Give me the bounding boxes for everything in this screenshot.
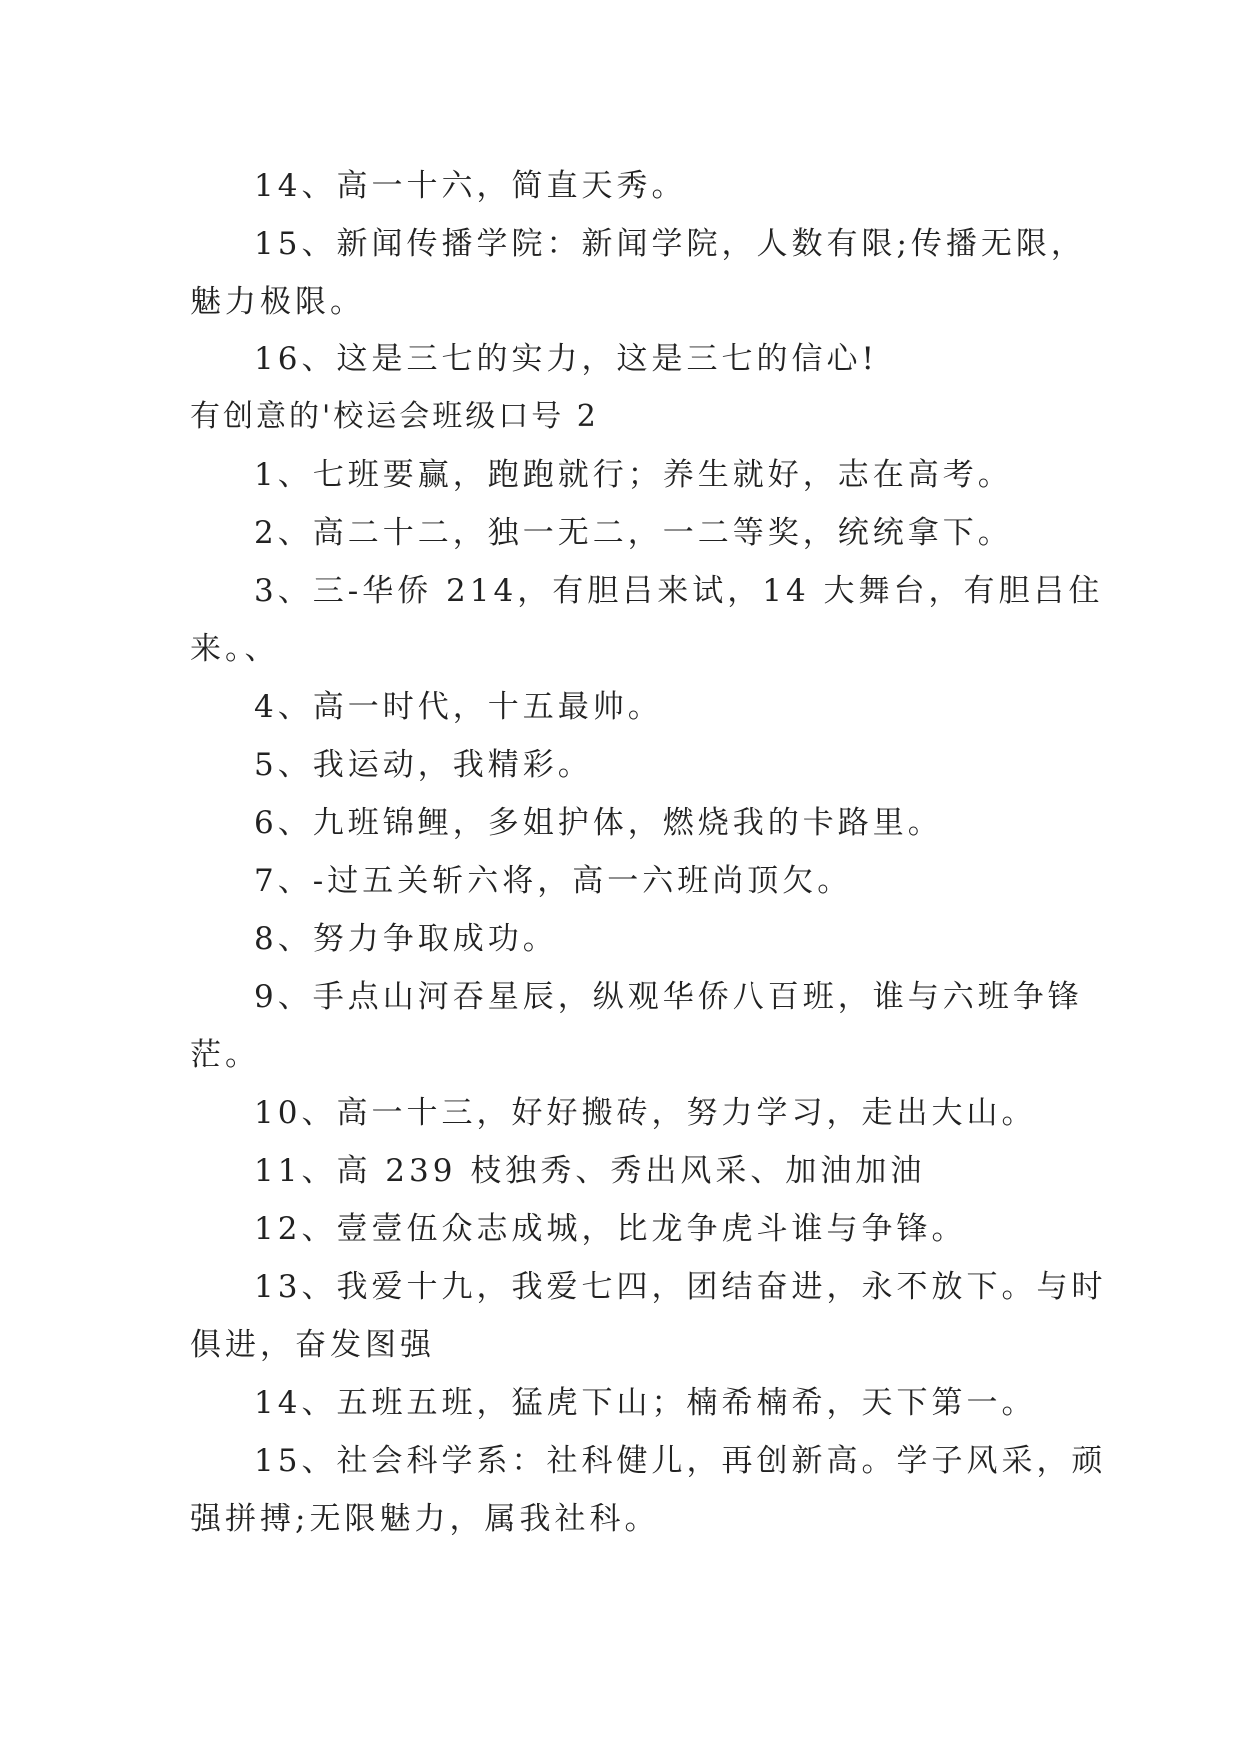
text-line: 4、高一时代，十五最帅。 <box>254 689 663 725</box>
text-line: 茫。 <box>190 1037 260 1073</box>
text-line: 3、三-华侨 214，有胆吕来试，14 大舞台，有胆吕住 <box>254 573 1104 609</box>
section-heading: 有创意的'校运会班级口号 2 <box>190 399 599 434</box>
text-line: 9、手点山河吞星辰，纵观华侨八百班，谁与六班争锋 <box>254 979 1083 1015</box>
text-line: 16、这是三七的实力，这是三七的信心! <box>254 341 878 377</box>
text-line: 1、七班要赢，跑跑就行；养生就好，志在高考。 <box>254 457 1013 493</box>
text-line: 来。、 <box>190 631 280 667</box>
text-line: 7、-过五关斩六将，高一六班尚顶欠。 <box>254 863 853 899</box>
text-line: 12、壹壹伍众志成城，比龙争虎斗谁与争锋。 <box>254 1211 967 1247</box>
text-line: 6、九班锦鲤，多姐护体，燃烧我的卡路里。 <box>254 805 943 841</box>
text-line: 15、社会科学系：社科健儿，再创新高。学子风采，顽 <box>254 1443 1107 1479</box>
text-line: 5、我运动，我精彩。 <box>254 747 593 783</box>
text-line: 14、高一十六，简直天秀。 <box>254 168 687 204</box>
text-line: 14、五班五班，猛虎下山；楠希楠希，天下第一。 <box>254 1385 1037 1421</box>
text-line: 魅力极限。 <box>190 284 365 320</box>
text-line: 11、高 239 枝独秀、秀出风采、加油加油 <box>254 1153 926 1189</box>
text-line: 强拼搏;无限魅力，属我社科。 <box>190 1501 660 1537</box>
text-line: 2、高二十二，独一无二，一二等奖，统统拿下。 <box>254 515 1013 551</box>
text-line: 俱进，奋发图强 <box>190 1327 435 1363</box>
text-line: 15、新闻传播学院：新闻学院，人数有限;传播无限， <box>254 226 1086 262</box>
text-line: 13、我爱十九，我爱七四，团结奋进，永不放下。与时 <box>254 1269 1107 1305</box>
text-line: 10、高一十三，好好搬砖，努力学习，走出大山。 <box>254 1095 1037 1131</box>
text-line: 8、努力争取成功。 <box>254 921 558 957</box>
